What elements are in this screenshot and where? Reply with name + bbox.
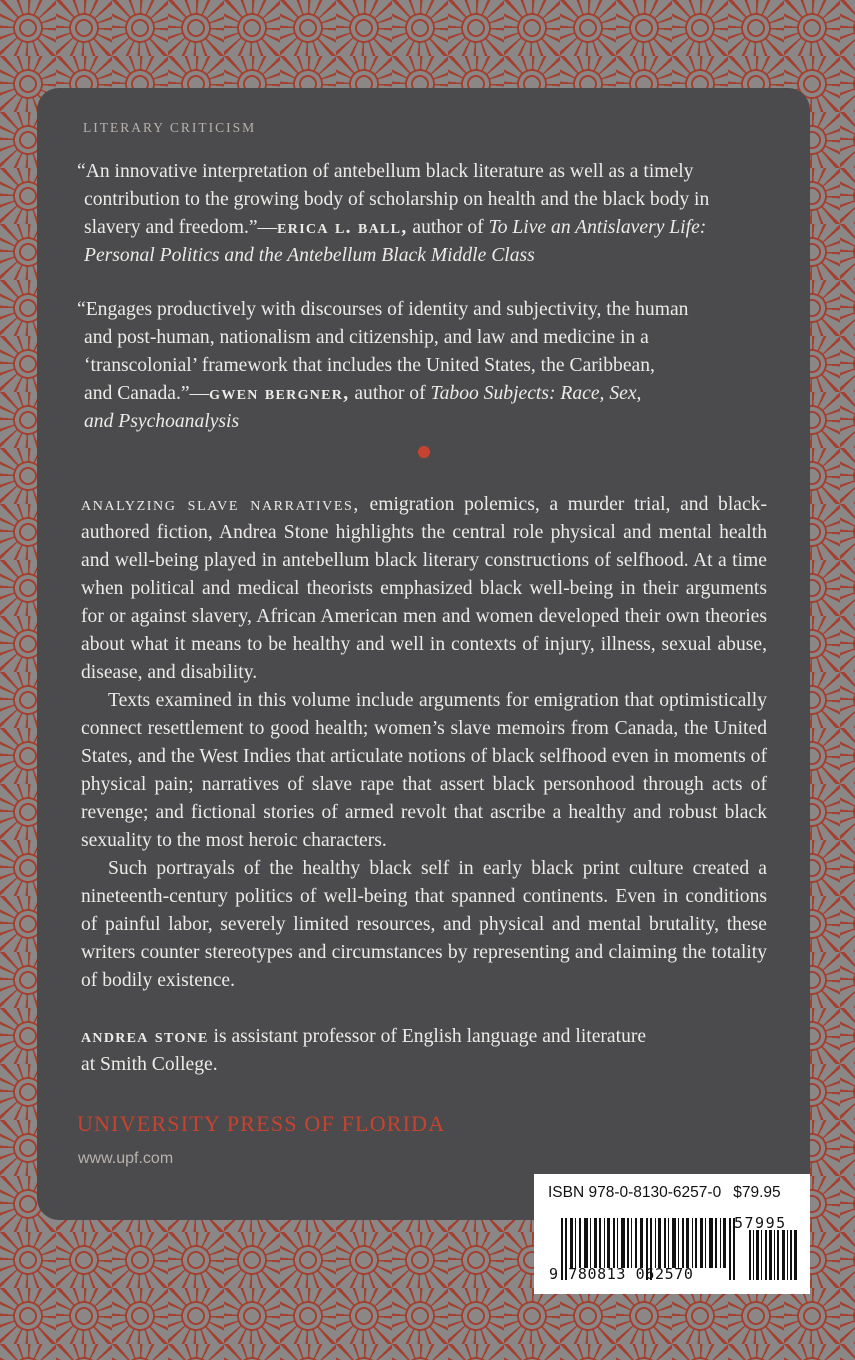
reviewer-book-title: To Live an Antislavery Life: — [488, 217, 707, 238]
price-text: $79.95 — [733, 1184, 781, 1201]
blurb-line: ‘transcolonial’ framework that includes the United States, the Caribbean, — [84, 355, 655, 376]
author-bio — [81, 1023, 767, 1079]
description-paragraph-3: Such portrayals of the healthy black self in early black print culture created a nineteenth-century politics of well-being that spanned continents. Even in conditions of painful labor, severely limited resources, and physical and mental brutality, these writers counter stereotypes and circumstances by representing and claiming the totality of bodily existence. — [81, 858, 767, 991]
blurb-line: contribution to the growing body of scholarship on health and the black body in — [84, 189, 710, 210]
author-of-text: author of — [407, 217, 489, 238]
blurb-line: slavery and freedom.”— — [84, 217, 278, 238]
author-name: andrea stone — [81, 1026, 209, 1047]
reviewer-book-title-cont: Personal Politics and the Antebellum Black Middle Class — [84, 245, 535, 266]
back-cover-panel — [37, 88, 810, 1220]
review-blurb-2 — [77, 296, 777, 436]
reviewer-name: gwen bergner, — [209, 383, 350, 404]
bio-text-cont: at Smith College. — [81, 1054, 218, 1075]
publisher-name: UNIVERSITY PRESS OF FLORIDA — [77, 1111, 446, 1136]
barcode-addon-digits: 57995 — [734, 1214, 787, 1232]
blurb-line: and post-human, nationalism and citizenship, and law and medicine in a — [84, 327, 649, 348]
separator-dot — [418, 446, 430, 458]
reviewer-name: erica l. ball, — [277, 217, 408, 238]
barcode-digits: 9 780813 062570 — [549, 1265, 694, 1283]
book-description — [81, 491, 767, 995]
genre-label: LITERARY CRITICISM — [83, 120, 257, 135]
review-blurb-1 — [77, 158, 777, 270]
description-paragraph-2: Texts examined in this volume include arguments for emigration that optimistically connect resettlement to good health; women’s slave memoirs from Canada, the United States, and the West Indies that articulate notions of black selfhood even in moments of physical pain; narratives of slave rape that assert black personhood through acts of revenge; and fictional stories of armed revolt that ascribe a healthy and robust black sexuality to the most heroic characters. — [81, 690, 767, 851]
isbn-barcode — [534, 1174, 810, 1294]
blurb-line: and Canada.”— — [84, 383, 210, 404]
description-lead: analyzing slave narratives, — [81, 494, 360, 515]
isbn-text: ISBN 978-0-8130-6257-0 — [548, 1184, 722, 1201]
publisher-website: www.upf.com — [78, 1150, 174, 1167]
isbn-price-line — [548, 1184, 781, 1202]
blurb-line: “Engages productively with discourses of identity and subjectivity, the human — [77, 299, 689, 320]
reviewer-book-title: Taboo Subjects: Race, Sex, — [430, 383, 642, 404]
author-of-text: author of — [349, 383, 431, 404]
blurb-line: “An innovative interpretation of antebellum black literature as well as a timely — [77, 161, 694, 182]
description-text-1: emigration polemics, a murder trial, and black-authored fiction, Andrea Stone highlights the central role physical and mental health and well-being played in antebellum black literary constructions of selfhood. At a time when political and medical theorists emphasized black well-being in their arguments for or against slavery, African American men and women developed their own theories about what it means to be healthy and well in contexts of injury, illness, sexual abuse, disease, and disability. — [81, 494, 767, 683]
bio-text: is assistant professor of English language and literature — [208, 1026, 647, 1047]
description-paragraph-1 — [81, 491, 767, 687]
reviewer-book-title-cont: and Psychoanalysis — [84, 411, 240, 432]
